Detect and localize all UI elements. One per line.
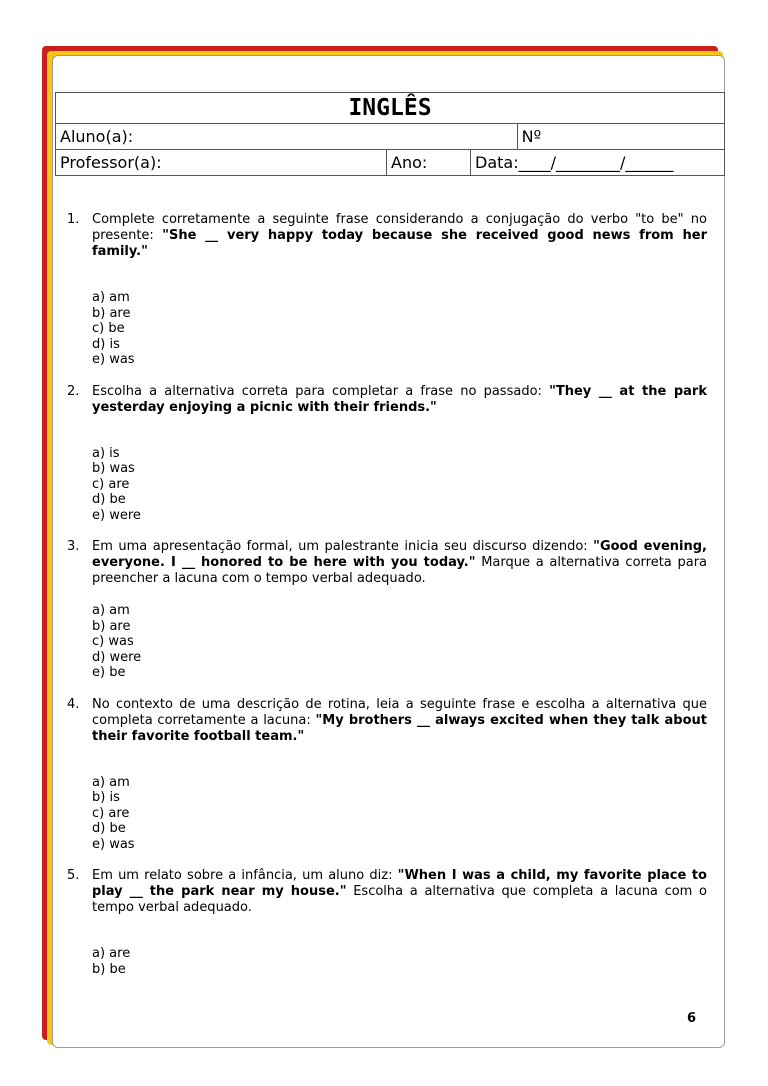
question-quote: "When I was a child, my favorite place to play __ the park near my house." [92, 868, 707, 899]
question-quote: "My brothers __ always excited when they talk about their favorite football team." [92, 712, 707, 744]
question-text: Em um relato sobre a infância, um aluno diz: "When I was a child, my favorite place to play __ the park near my house." Escolha a alternativa que completa a lacuna com o tempo verbal adequado. [92, 868, 707, 915]
question-number: 3. [67, 539, 80, 554]
question-quote: "Good evening, everyone. I __ honored to be here with you today." [92, 539, 707, 570]
option: c) are [92, 476, 130, 492]
question-text: Em uma apresentação formal, um palestrante inicia seu discurso dizendo: "Good evening, everyone. I __ honored to be here with you today." Marque a alternativa correta para preencher a lacuna com o tempo verbal adequado. [92, 539, 708, 586]
option: b) was [92, 461, 135, 476]
option: e) was [92, 352, 135, 367]
question-1 [67, 212, 707, 260]
option: c) are [92, 805, 130, 821]
worksheet-page [52, 55, 725, 1048]
question-3 [67, 539, 707, 587]
ano-field: Ano: [387, 150, 471, 176]
page-title: INGLÊS [56, 93, 725, 124]
page-number: 6 [687, 1011, 697, 1026]
option: d) is [92, 336, 120, 352]
options-list [92, 603, 707, 681]
option: b) are [92, 618, 131, 634]
option: a) are [92, 946, 131, 961]
numero-field: Nº [517, 124, 724, 150]
question-number: 2. [67, 383, 80, 399]
option: e) be [92, 665, 126, 680]
option: a) am [92, 603, 130, 618]
question-quote: "She __ very happy today because she received good news from her family." [92, 228, 707, 259]
options-list [92, 946, 707, 977]
professor-field: Professor(a): [56, 150, 387, 176]
options-list [92, 446, 707, 524]
option: e) were [92, 507, 141, 523]
option: c) be [92, 321, 125, 336]
option: e) was [92, 836, 135, 852]
option: a) is [92, 445, 120, 461]
question-quote: "They __ at the park yesterday enjoying a picnic with their friends." [92, 383, 707, 415]
option: c) was [92, 634, 134, 649]
question-number: 4. [67, 696, 80, 712]
questions-list [67, 212, 707, 977]
options-list [92, 775, 707, 853]
option: d) be [92, 821, 126, 836]
aluno-field: Aluno(a): [56, 124, 518, 150]
question-5 [67, 868, 707, 916]
option: a) am [92, 774, 130, 790]
question-number: 5. [67, 868, 80, 883]
question-4 [67, 697, 707, 745]
option: b) are [92, 305, 131, 321]
data-field: Data:____/________/______ [471, 150, 725, 176]
question-text: Complete corretamente a seguinte frase considerando a conjugação do verbo "to be" no presente: "She __ very happy today because she received good news from her family." [92, 212, 707, 259]
option: b) is [92, 790, 120, 805]
question-text: No contexto de uma descrição de rotina, leia a seguinte frase e escolha a alternativa que completa corretamente a lacuna: "My brothers __ always excited when they talk about their favorite football team." [92, 696, 707, 744]
question-2 [67, 384, 707, 416]
option: d) be [92, 492, 126, 507]
header-table [55, 92, 725, 176]
options-list [92, 290, 707, 368]
option: b) be [92, 961, 126, 977]
question-number: 1. [67, 212, 80, 227]
question-text: Escolha a alternativa correta para completar a frase no passado: "They __ at the park yesterday enjoying a picnic with their friends." [92, 383, 707, 415]
option: d) were [92, 649, 142, 665]
option: a) am [92, 290, 130, 305]
